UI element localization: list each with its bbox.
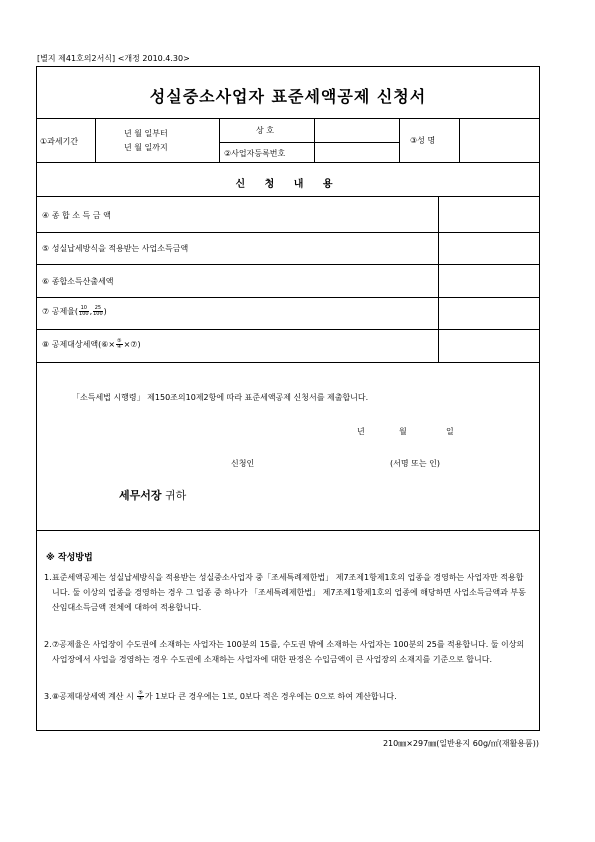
deduction-rate-prefix: ⑦ 공제율( [42, 307, 79, 316]
method-item-2 [44, 637, 530, 667]
item-business-income: ⑤ 성실납세방식을 적용받는 사업소득금액 [42, 244, 189, 253]
deductible-tax-prefix: ⑧ 공제대상세액(⑥× [42, 340, 116, 349]
method-number: 1. [44, 573, 52, 582]
fraction-5-over-4 [137, 691, 143, 702]
fraction-numerator: ⑤ [138, 690, 143, 696]
declaration-text: 「소득세법 시행령」 제150조의10제2항에 따라 표준세액공제 신청서를 제출합니다. [72, 393, 369, 402]
method-title: ※ 작성방법 [46, 553, 93, 563]
fraction-numerator: 25 [94, 305, 102, 311]
fraction-denominator: 100 [79, 311, 89, 317]
vrule-value-col [314, 118, 315, 162]
vrule-label-col [219, 118, 220, 162]
vrule-name-label [399, 118, 400, 162]
fraction-denominator: ④ [117, 344, 122, 350]
addressee-office: 세무서장 [119, 489, 162, 502]
method-text-suffix: 가 1보다 큰 경우에는 1로, 0보다 적은 경우에는 0으로 하여 계산합니다. [144, 692, 397, 701]
vrule-items-value [438, 196, 439, 362]
fraction-25-100 [93, 306, 103, 317]
fraction-denominator: ④ [138, 696, 143, 702]
item-calculated-tax: ⑥ 종합소득산출세액 [42, 277, 114, 286]
rule-item-5 [36, 264, 540, 265]
rule-under-title [36, 118, 540, 119]
period-to: 년 월 일까지 [124, 143, 168, 152]
vrule-name-value [459, 118, 460, 162]
vrule-period [95, 118, 96, 162]
section-title: 신 청 내 용 [235, 179, 341, 190]
date-month: 월 [399, 427, 407, 436]
paper-spec-footer: 210㎜×297㎜(일반용지 60g/㎡(재활용품)) [382, 739, 539, 748]
period-label: ①과세기간 [40, 137, 79, 146]
rule-above-method [36, 530, 540, 531]
date-year: 년 [357, 427, 365, 436]
fraction-separator: , [89, 307, 93, 316]
fraction-5-over-4 [116, 339, 122, 350]
deductible-tax-suffix: ×⑦) [123, 340, 141, 349]
fraction-numerator: ⑤ [117, 338, 122, 344]
rule-item-4 [36, 232, 540, 233]
trade-name-label: 상 호 [256, 126, 274, 135]
method-number: 2. [44, 640, 52, 649]
item-total-income: ④ 종 합 소 득 금 액 [42, 211, 111, 220]
rule-item-6 [36, 297, 540, 298]
addressee [119, 487, 186, 503]
date-day: 일 [446, 427, 454, 436]
method-text: 표준세액공제는 성실납세방식을 적용받는 성실중소사업자 중「조세특례제한법」 제7조제1항제1호의 업종을 경영하는 사업자만 적용합니다. 둘 이상의 업종을 경영하는 경우 그 업종 중 하나가 「조세특례제한법」 제7조제1항제1호의 업종에 해당하면 사업소득금액과 부동산임대소득금액 전체에 대하여 적용합니다. [52, 573, 526, 612]
signature-note: (서명 또는 인) [390, 459, 440, 468]
rule-under-top-row [36, 162, 540, 163]
item-deductible-tax [42, 339, 141, 350]
method-item-3 [44, 689, 530, 704]
method-text-prefix: ⑧공제대상세액 계산 시 [52, 692, 137, 701]
form-title: 성실중소사업자 표준세액공제 신청서 [149, 87, 427, 106]
fraction-denominator: 100 [93, 311, 103, 317]
method-item-1 [44, 570, 530, 615]
period-from: 년 월 일부터 [124, 129, 168, 138]
deduction-rate-suffix: ) [103, 307, 107, 316]
method-number: 3. [44, 692, 52, 701]
form-number-note: [별지 제41호의2서식] <개정 2010.4.30> [37, 54, 190, 63]
applicant-label: 신청인 [231, 459, 255, 468]
rule-item-7 [36, 329, 540, 330]
fraction-numerator: 10 [80, 305, 87, 311]
fraction-10-100 [79, 306, 89, 317]
item-deduction-rate [42, 306, 107, 317]
rule-under-section-title [36, 196, 540, 197]
method-text: ⑦공제율은 사업장이 수도권에 소재하는 사업자는 100분의 15를, 수도권 밖에 소재하는 사업자는 100분의 25를 적용합니다. 둘 이상의 사업장에서 사업을 경영하는 경우 수도권에 소재하는 사업자에 대한 판정은 수입금액이 큰 사업장의 소재지를 기준으로 합니다. [52, 640, 525, 664]
biz-no-label: ②사업자등록번호 [224, 149, 286, 158]
name-label: ③성 명 [410, 136, 436, 145]
rule-item-8 [36, 362, 540, 363]
rule-mid-top-row [219, 142, 399, 143]
addressee-suffix: 귀하 [161, 489, 187, 502]
